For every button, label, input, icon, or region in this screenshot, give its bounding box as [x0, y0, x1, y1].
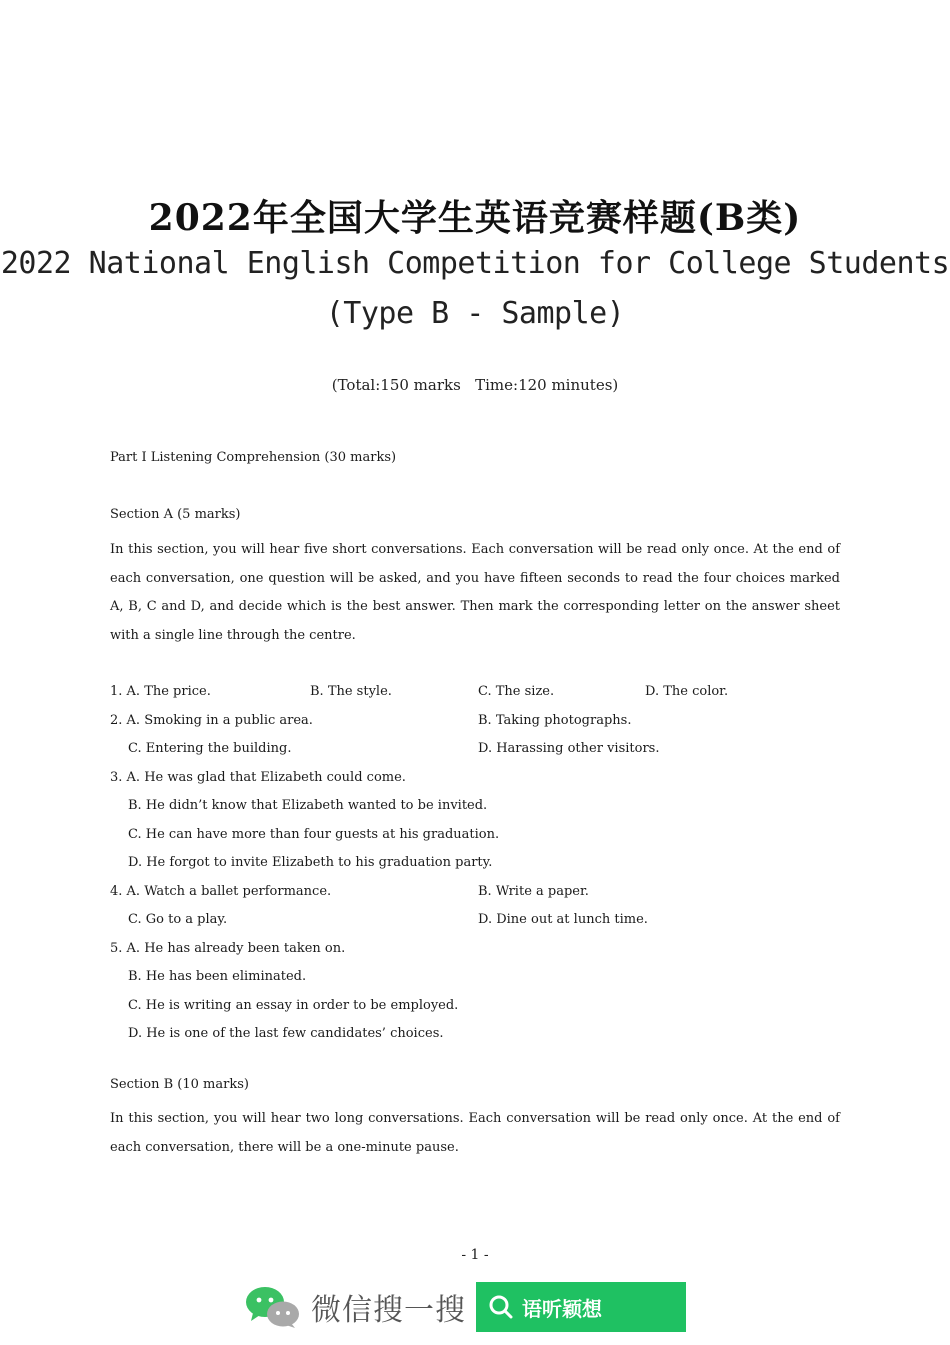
q3-option-d: D. He forgot to invite Elizabeth to his graduation party. [128, 855, 493, 870]
question-3-row-2 [110, 792, 850, 821]
q2-option-b: B. Taking photographs. [478, 712, 632, 728]
section-a-instructions: In this section, you will hear five short conversations. Each conversation will be read only once. At the end of each conversation, one question will be asked, and you have fifteen seconds to read the four choices marked A, B, C and D, and decide which is the best answer. Then mark the corresponding letter on the answer sheet with a single line through the centre. [110, 542, 840, 643]
question-3-row-1 [110, 764, 850, 793]
question-1 [110, 678, 850, 707]
question-2-row-2 [110, 735, 850, 764]
part1-heading: Part I Listening Comprehension (30 marks) [110, 450, 397, 465]
question-5-row-4 [110, 1020, 850, 1049]
q2-option-a: 2. A. Smoking in a public area. [110, 712, 313, 728]
q4-option-c: C. Go to a play. [128, 912, 228, 927]
q5-option-c: C. He is writing an essay in order to be employed. [128, 997, 459, 1013]
question-3-row-4 [110, 849, 850, 878]
page-subtitle-en: (Type B - Sample) [325, 296, 625, 331]
question-4-row-2 [110, 906, 850, 935]
section-a-heading: Section A (5 marks) [110, 507, 241, 522]
question-5-row-1 [110, 935, 850, 964]
q1-option-b: B. The style. [310, 684, 392, 699]
wechat-search-text: 微信搜一搜 [311, 1293, 466, 1328]
wechat-search-banner[interactable] [245, 1282, 686, 1332]
q5-option-a: 5. A. He has already been taken on. [110, 940, 346, 956]
search-label: 语听颖想 [522, 1296, 602, 1321]
question-3-row-3 [110, 821, 850, 850]
section-b-instructions: In this section, you will hear two long conversations. Each conversation will be read only once. At the end of each conversation, there will be a one-minute pause. [110, 1111, 840, 1155]
q5-option-d: D. He is one of the last few candidates’ choices. [128, 1026, 444, 1041]
q2-option-c: C. Entering the building. [128, 741, 292, 756]
page-title-en: 2022 National English Competition for College Students [0, 246, 950, 281]
q4-option-d: D. Dine out at lunch time. [478, 912, 648, 927]
q1-option-d: D. The color. [645, 684, 729, 699]
q5-option-b: B. He has been eliminated. [128, 969, 307, 984]
question-4-row-1 [110, 878, 850, 907]
question-2-row-1 [110, 707, 850, 736]
section-b-heading: Section B (10 marks) [110, 1077, 249, 1092]
q1-option-c: C. The size. [478, 684, 555, 699]
exam-totals: (Total:150 marks Time:120 minutes) [331, 376, 619, 394]
wechat-logo-icon [245, 1285, 301, 1329]
q4-option-b: B. Write a paper. [478, 883, 589, 899]
question-list [110, 678, 850, 1049]
question-5-row-3 [110, 992, 850, 1021]
q3-option-b: B. He didn’t know that Elizabeth wanted to be invited. [128, 798, 488, 813]
search-icon [488, 1294, 514, 1320]
q3-option-c: C. He can have more than four guests at his graduation. [128, 826, 500, 842]
q4-option-a: 4. A. Watch a ballet performance. [110, 883, 332, 899]
question-5-row-2 [110, 963, 850, 992]
page-number: - 1 - [461, 1247, 489, 1263]
q3-option-a: 3. A. He was glad that Elizabeth could come. [110, 769, 406, 785]
page-title-cn: 2022年全国大学生英语竞赛样题(B类) [148, 197, 802, 239]
search-button[interactable] [476, 1282, 686, 1332]
q2-option-d: D. Harassing other visitors. [478, 741, 660, 756]
q1-option-a: 1. A. The price. [110, 684, 211, 699]
